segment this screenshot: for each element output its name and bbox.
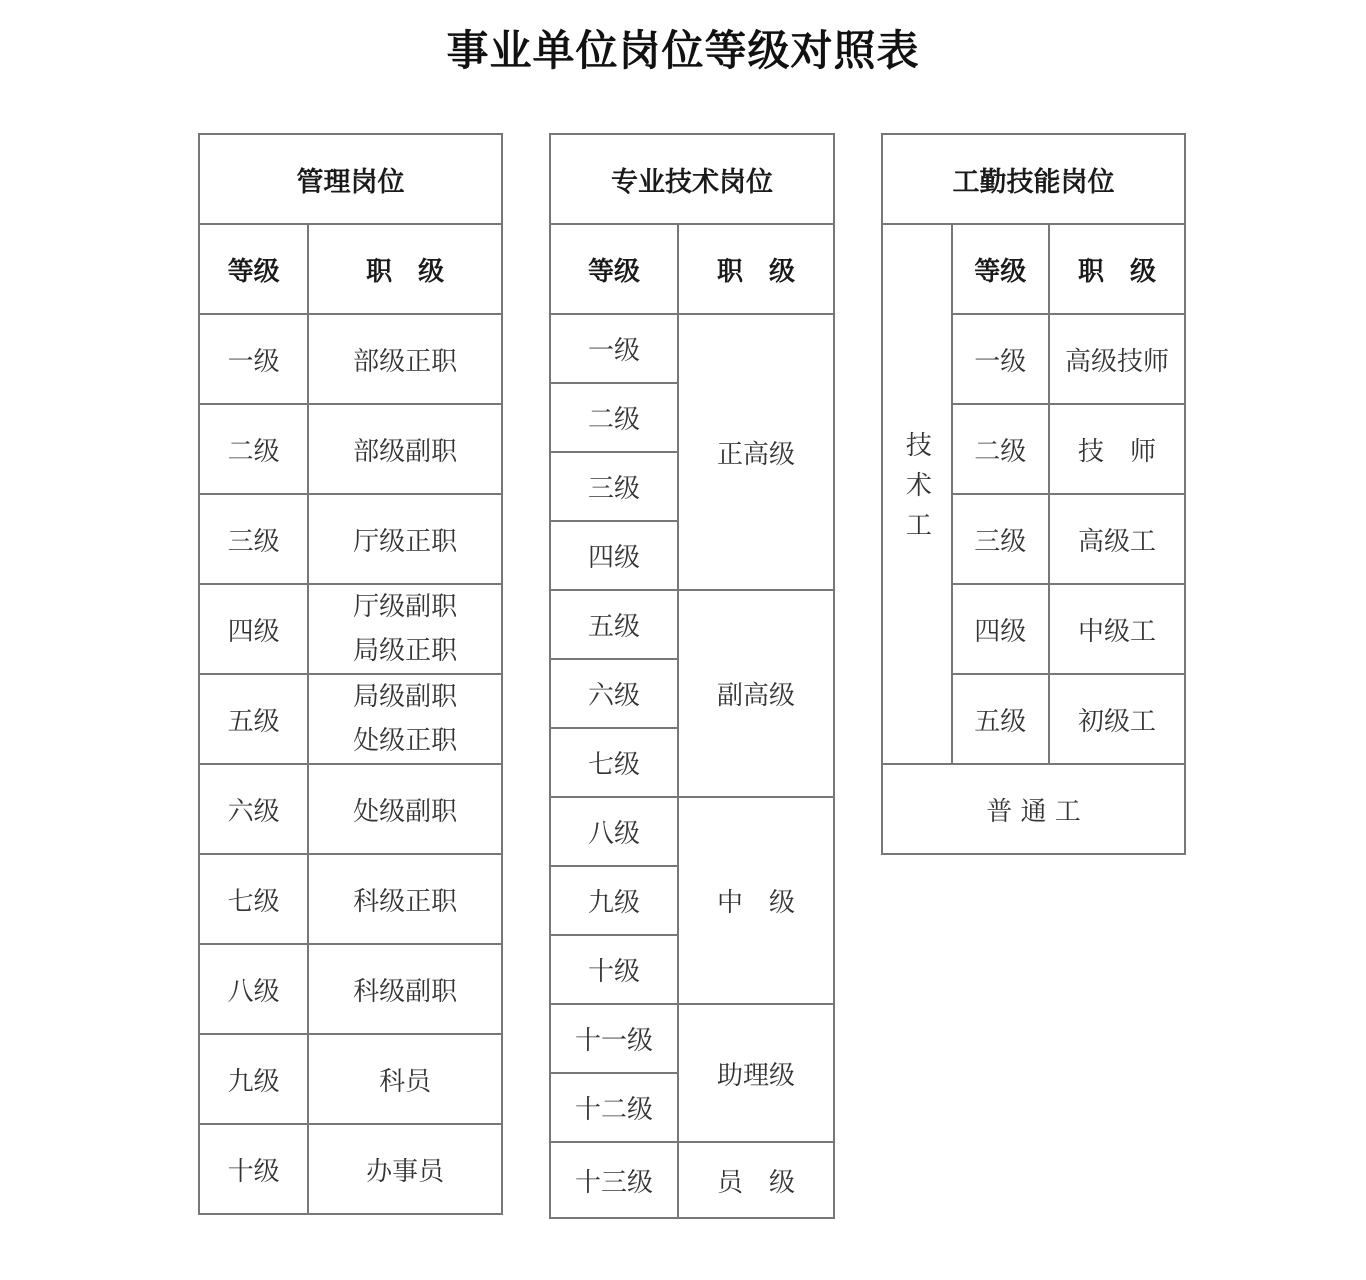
professional-table [549, 133, 835, 1219]
grade-cell: 二级 [199, 404, 308, 494]
col-grade-header: 等级 [199, 224, 308, 314]
rank-cell: 处级副职 [308, 764, 502, 854]
category-label: 技术工 [901, 430, 932, 551]
rank-cell [308, 584, 502, 674]
rank-cell: 厅级正职 [308, 494, 502, 584]
table-row [199, 314, 502, 404]
table-row [199, 404, 502, 494]
rank-cell: 科员 [308, 1034, 502, 1124]
category-cell [882, 224, 952, 764]
rank-cell: 科级正职 [308, 854, 502, 944]
management-header: 管理岗位 [199, 134, 502, 224]
grade-cell: 四级 [199, 584, 308, 674]
rank-line: 厅级副职 [353, 592, 458, 622]
grade-cell: 九级 [199, 1034, 308, 1124]
grade-cell: 三级 [550, 452, 678, 521]
management-table [198, 133, 503, 1215]
rank-group-cell: 副高级 [678, 590, 834, 797]
rank-cell [308, 674, 502, 764]
col-grade-header: 等级 [952, 224, 1049, 314]
table-row [199, 494, 502, 584]
table-row [199, 1124, 502, 1214]
rank-group-cell: 中 级 [678, 797, 834, 1004]
rank-cell: 部级正职 [308, 314, 502, 404]
grade-cell: 三级 [199, 494, 308, 584]
grade-cell: 一级 [952, 314, 1049, 404]
grade-cell: 八级 [550, 797, 678, 866]
rank-cell: 技 师 [1049, 404, 1185, 494]
grade-cell: 四级 [550, 521, 678, 590]
grade-cell: 三级 [952, 494, 1049, 584]
grade-cell: 六级 [550, 659, 678, 728]
rank-cell: 部级副职 [308, 404, 502, 494]
table-row [199, 944, 502, 1034]
rank-line: 局级正职 [353, 636, 458, 666]
grade-cell: 一级 [199, 314, 308, 404]
grade-cell: 四级 [952, 584, 1049, 674]
rank-cell: 初级工 [1049, 674, 1185, 764]
col-rank-header: 职 级 [678, 224, 834, 314]
grade-cell: 八级 [199, 944, 308, 1034]
grade-cell: 十级 [550, 935, 678, 1004]
rank-cell: 高级工 [1049, 494, 1185, 584]
rank-line: 处级正职 [353, 726, 458, 756]
general-worker-cell: 普 通 工 [882, 764, 1185, 854]
grade-cell: 一级 [550, 314, 678, 383]
grade-cell: 五级 [952, 674, 1049, 764]
col-rank-header: 职 级 [308, 224, 502, 314]
worker-header: 工勤技能岗位 [882, 134, 1185, 224]
rank-group-cell: 正高级 [678, 314, 834, 590]
table-row [199, 764, 502, 854]
grade-cell: 七级 [550, 728, 678, 797]
grade-cell: 十级 [199, 1124, 308, 1214]
page-title: 事业单位岗位等级对照表 [446, 26, 920, 75]
professional-header: 专业技术岗位 [550, 134, 834, 224]
grade-cell: 九级 [550, 866, 678, 935]
grade-cell: 十一级 [550, 1004, 678, 1073]
grade-cell: 五级 [550, 590, 678, 659]
table-row [199, 584, 502, 674]
grade-cell: 五级 [199, 674, 308, 764]
table-row [199, 1034, 502, 1124]
col-grade-header: 等级 [550, 224, 678, 314]
rank-cell: 高级技师 [1049, 314, 1185, 404]
table-row [199, 854, 502, 944]
rank-group-cell: 员 级 [678, 1142, 834, 1218]
grade-cell: 十三级 [550, 1142, 678, 1218]
rank-group-cell: 助理级 [678, 1004, 834, 1142]
rank-cell: 科级副职 [308, 944, 502, 1034]
rank-cell: 办事员 [308, 1124, 502, 1214]
rank-line: 局级副职 [353, 682, 458, 712]
worker-table [881, 133, 1186, 855]
grade-cell: 七级 [199, 854, 308, 944]
grade-cell: 六级 [199, 764, 308, 854]
rank-cell: 中级工 [1049, 584, 1185, 674]
grade-cell: 二级 [550, 383, 678, 452]
table-row [199, 674, 502, 764]
grade-cell: 十二级 [550, 1073, 678, 1142]
grade-cell: 二级 [952, 404, 1049, 494]
col-rank-header: 职 级 [1049, 224, 1185, 314]
